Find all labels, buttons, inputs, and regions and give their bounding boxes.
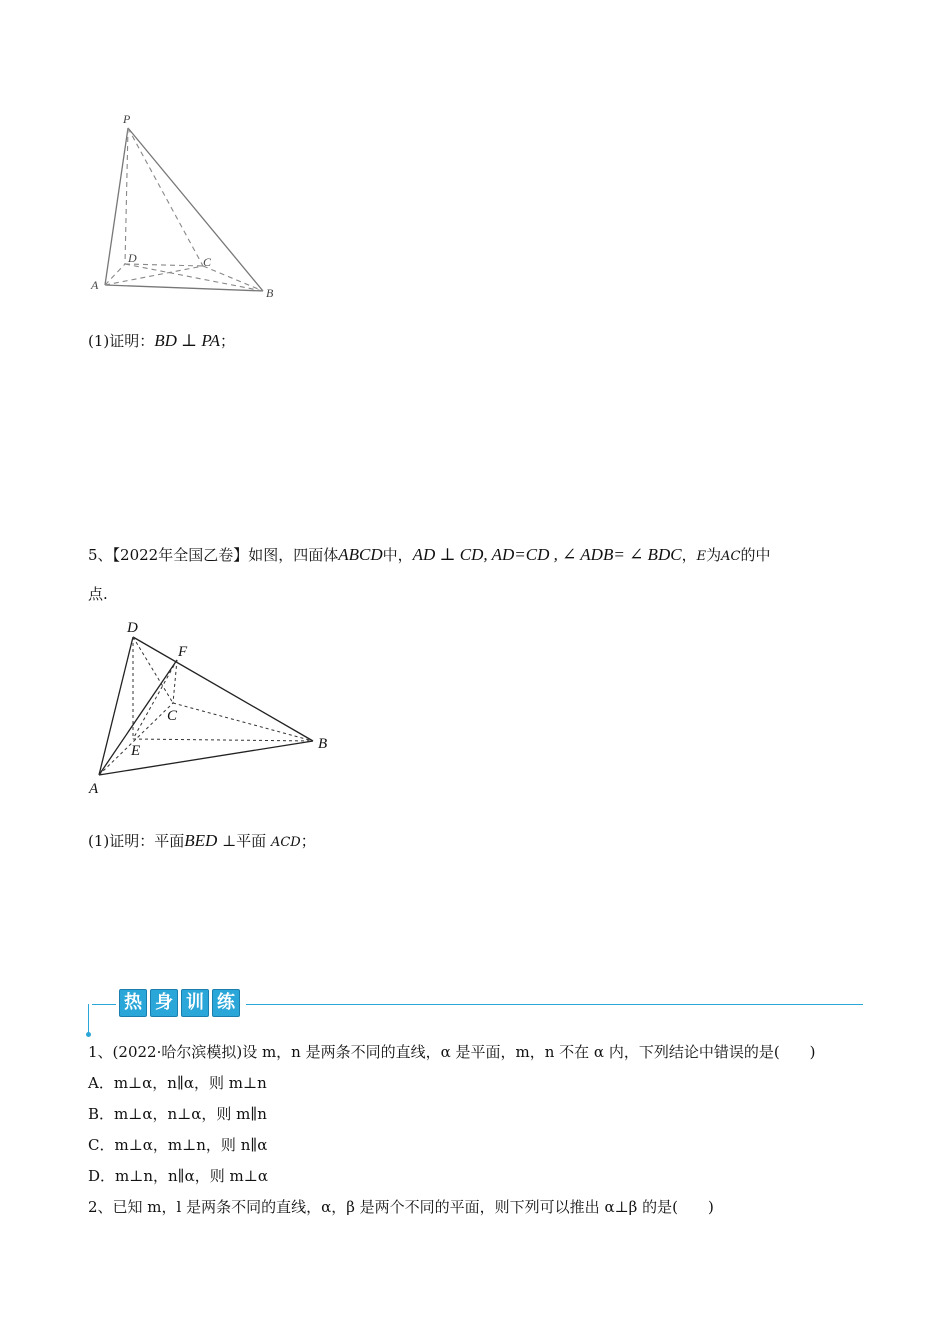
banner-char-3: 训	[181, 989, 209, 1017]
edge-DC	[133, 637, 173, 703]
edge-CB	[173, 703, 313, 741]
pyramid-figure	[85, 108, 285, 303]
q5-part1: (1)证明：平面BED ⊥平面 ACD；	[88, 831, 316, 850]
q4-part1-math: BD ⊥ PA	[154, 331, 220, 350]
w1-option-b: B．m⊥α，n⊥α，则 m∥n	[88, 1105, 267, 1123]
edge-AB	[105, 285, 263, 291]
q4-part1: (1)证明：BD ⊥ PA；	[88, 331, 235, 350]
banner-char-4: 练	[212, 989, 240, 1017]
edge-DA	[99, 637, 133, 775]
tetrahedron-figure	[85, 615, 335, 800]
edge-DB	[133, 637, 313, 741]
label-B: B	[318, 736, 328, 752]
q5-stem-line2: 点.	[88, 585, 108, 603]
q5-stem-line1: 5、【2022年全国乙卷】如图，四面体ABCD中，AD ⊥ CD, AD=CD , ∠ ADB= ∠ BDC，E为AC的中	[88, 545, 771, 564]
label-E: E	[131, 743, 141, 759]
section-banner	[116, 989, 246, 1017]
label-B: B	[266, 286, 274, 300]
w2-stem: 2、已知 m，l 是两条不同的直线，α，β 是两个不同的平面，则下列可以推出 α⊥β 的是( )	[88, 1198, 714, 1216]
w1-stem: 1、(2022·哈尔滨模拟)设 m，n 是两条不同的直线，α 是平面，m，n 不在 α 内，下列结论中错误的是( )	[88, 1043, 816, 1061]
edge-CB	[203, 266, 263, 291]
w1-option-d: D．m⊥n，n∥α，则 m⊥α	[88, 1167, 268, 1185]
section-divider-dot	[86, 1032, 91, 1037]
label-A: A	[91, 278, 99, 292]
edge-PB	[128, 128, 263, 291]
edge-DC	[125, 264, 203, 266]
banner-char-1: 热	[119, 989, 147, 1017]
q5-source: 【2022年全国乙卷】	[112, 546, 249, 564]
banner-char-2: 身	[150, 989, 178, 1017]
label-C: C	[167, 708, 178, 724]
label-F: F	[178, 644, 188, 660]
edge-EB	[133, 739, 313, 741]
section-divider-tick	[88, 1004, 89, 1034]
label-D: D	[128, 251, 137, 265]
label-P: P	[123, 112, 131, 126]
label-D: D	[127, 620, 138, 636]
edge-PC	[128, 128, 203, 266]
edge-PA	[105, 128, 128, 285]
w1-option-a: A．m⊥α，n∥α，则 m⊥n	[88, 1074, 267, 1092]
label-A: A	[89, 781, 99, 797]
label-C: C	[203, 255, 212, 269]
w1-option-c: C．m⊥α，m⊥n，则 n∥α	[88, 1136, 268, 1154]
